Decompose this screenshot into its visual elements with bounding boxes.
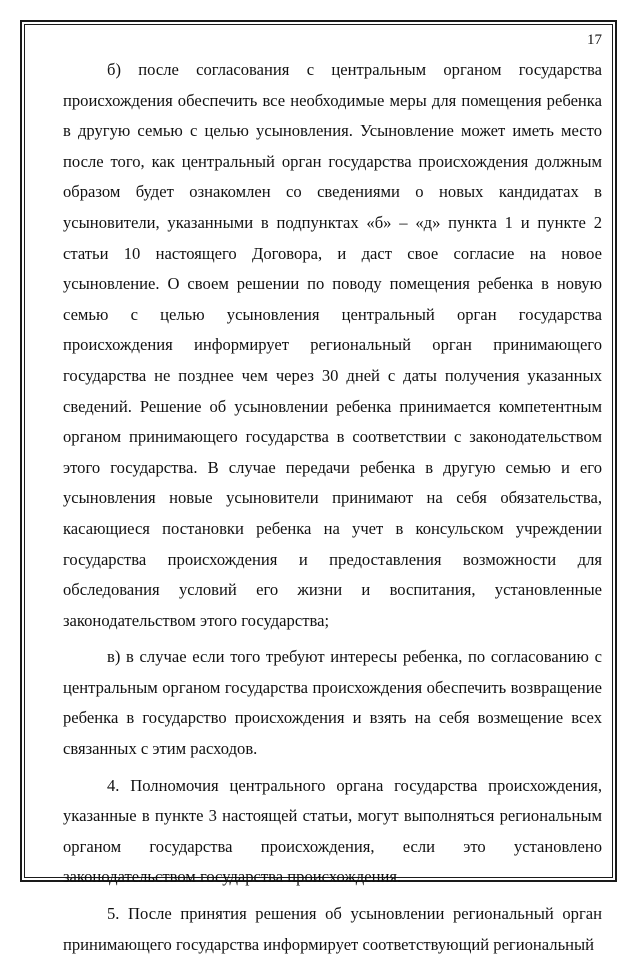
page-number: 17	[587, 32, 602, 48]
paragraph-4: 4. Полномочия центрального органа государства происхождения, указанные в пункте 3 настоящей статьи, могут выполняться региональным органом государства происхождения, если это установлено законодательством государства происхождения.	[63, 775, 602, 887]
paragraph-b: б) после согласования с центральным органом государства происхождения обеспечить все необходимые меры для помещения ребенка в другую семью с целью усыновления. Усыновление может иметь место после того, как центральный орган государства происхождения должным образом будет ознакомлен со сведениями о новых кандидатах в усыновители, указанными в подпунктах «б» – «д» пункта 1 и пункте 2 статьи 10 настоящего Договора, и даст свое согласие на новое усыновление. О своем решении по поводу помещения ребенка в новую семью с целью усыновления центральный орган государства происхождения информирует региональный орган принимающего государства не позднее чем через 30 дней с даты получения указанных сведений. Решение об усыновлении ребенка принимается компетентным органом принимающего государства в соответствии с законодательством этого государства. В случае передачи ребенка в другую семью и его усыновления новые усыновители принимают на себя обязательства, касающиеся постановки ребенка на учет в консульском учреждении государства происхождения и предоставления возможности для обследования условий его жизни и воспитания, установленные законодательством этого государства;	[63, 60, 602, 630]
paragraph-5: 5. После принятия решения об усыновлении региональный орган принимающего государства информирует соответствующий региональный	[63, 904, 602, 954]
paragraph-v: в) в случае если того требуют интересы ребенка, по согласованию с центральным органом государства происхождения обеспечить возвращение ребенка в государство происхождения и взять на себя возмещение всех связанных с этим расходов.	[63, 647, 602, 759]
document-body	[63, 55, 602, 960]
